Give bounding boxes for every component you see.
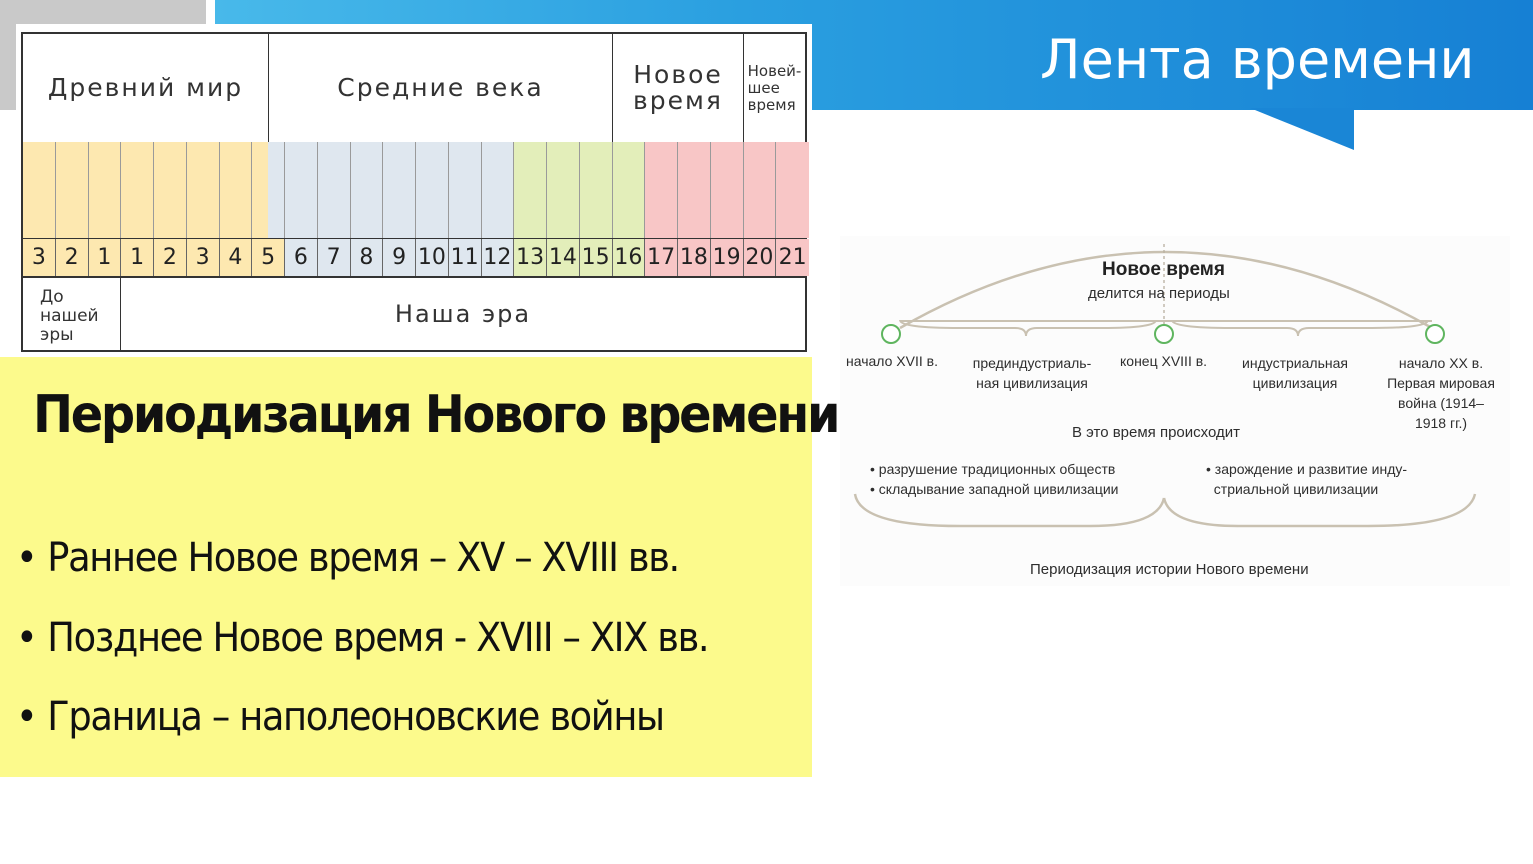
diagram-subtitle: делится на периоды — [1088, 285, 1230, 302]
bullet-dot: • — [16, 535, 37, 581]
timeline-panel — [16, 24, 812, 357]
century-number: 12 — [482, 239, 515, 276]
diagram-caption: Периодизация истории Нового времени — [1030, 561, 1309, 578]
century-number: 9 — [383, 239, 416, 276]
century-number: 5 — [252, 239, 285, 276]
century-stripe — [318, 142, 351, 238]
century-number: 11 — [449, 239, 482, 276]
gray-corner-block — [0, 0, 16, 110]
point-middle-label: конец XVIII в. — [1120, 353, 1208, 369]
century-number: 6 — [285, 239, 318, 276]
century-numbers — [23, 238, 805, 278]
century-number: 10 — [416, 239, 449, 276]
left-process-list: • разрушение традиционных обществ • складывание западной цивилизации — [870, 461, 1119, 497]
century-stripes — [23, 142, 805, 238]
point-end-label: начало XX в. Первая мировая война (1914– 1918 гг.) — [1387, 355, 1495, 431]
bullet-late-modern — [16, 615, 708, 661]
happens-label: В это время происходит — [1072, 424, 1240, 441]
period-preindustrial-label: прединдустриаль- ная цивилизация — [972, 355, 1092, 391]
century-stripe — [416, 142, 449, 238]
century-number: 4 — [220, 239, 253, 276]
century-number: 13 — [514, 239, 547, 276]
bullet-text: Раннее Новое время – XV – XVIII вв. — [47, 535, 679, 581]
century-number: 2 — [154, 239, 187, 276]
century-number: 21 — [776, 239, 809, 276]
century-stripe — [121, 142, 154, 238]
century-stripe — [154, 142, 187, 238]
century-stripe — [482, 142, 515, 238]
century-number: 3 — [187, 239, 220, 276]
century-number: 18 — [678, 239, 711, 276]
era-modern — [613, 34, 744, 142]
century-stripe — [383, 142, 416, 238]
point-middle — [1155, 325, 1173, 343]
century-number: 17 — [645, 239, 678, 276]
century-number: 7 — [318, 239, 351, 276]
century-stripe — [252, 142, 285, 238]
era-newest — [744, 34, 805, 142]
century-stripe — [56, 142, 89, 238]
before-era-label: До нашей эры — [23, 278, 121, 350]
bullet-early-modern — [16, 535, 679, 581]
bullet-dot: • — [16, 694, 37, 740]
century-stripe — [220, 142, 253, 238]
period-industrial-label: индустриальная цивилизация — [1242, 355, 1348, 391]
gray-top-block — [16, 0, 206, 24]
periodization-heading: Периодизация Нового времени — [33, 385, 839, 445]
century-number: 1 — [89, 239, 122, 276]
point-start — [882, 325, 900, 343]
point-end — [1426, 325, 1444, 343]
diagram-title: Новое время — [1102, 259, 1225, 280]
century-number: 3 — [23, 239, 56, 276]
era-ancient — [23, 34, 269, 142]
century-stripe — [285, 142, 318, 238]
century-stripe — [514, 142, 547, 238]
bullet-border — [16, 694, 664, 740]
our-era-label: Наша эра — [394, 300, 532, 328]
era-ancient-label: Древний мир — [47, 73, 244, 102]
century-number: 8 — [351, 239, 384, 276]
century-number: 2 — [56, 239, 89, 276]
point-start-label: начало XVII в. — [846, 353, 938, 369]
century-stripe — [580, 142, 613, 238]
brace-right — [1172, 320, 1428, 336]
century-stripe — [645, 142, 678, 238]
modern-era-diagram — [840, 236, 1510, 586]
century-stripe — [23, 142, 56, 238]
periodization-panel — [0, 357, 839, 777]
title-band-tab — [1250, 108, 1354, 150]
century-stripe — [744, 142, 777, 238]
era-modern-label: Новое время — [633, 60, 723, 115]
century-stripe — [678, 142, 711, 238]
era-medieval-label: Средние века — [337, 73, 544, 102]
bullet-text: Позднее Новое время - XVIII – XIX вв. — [47, 615, 709, 661]
century-number: 1 — [121, 239, 154, 276]
right-process-list: • зарождение и развитие инду- стриальной цивилизации — [1206, 461, 1408, 497]
century-stripe — [351, 142, 384, 238]
century-stripe — [187, 142, 220, 238]
bullet-dot: • — [16, 615, 37, 661]
century-stripe — [776, 142, 809, 238]
bullet-text: Граница – наполеоновские войны — [47, 694, 664, 740]
century-number: 16 — [613, 239, 646, 276]
timeline — [21, 32, 807, 352]
brace-left — [900, 320, 1156, 336]
era-newest-label: Новей- шее время — [747, 61, 802, 114]
century-stripe — [547, 142, 580, 238]
century-number: 20 — [744, 239, 777, 276]
century-number: 19 — [711, 239, 744, 276]
century-stripe — [613, 142, 646, 238]
century-stripe — [449, 142, 482, 238]
century-number: 14 — [547, 239, 580, 276]
century-stripe — [711, 142, 744, 238]
slide-title: Лента времени — [1040, 28, 1475, 91]
century-number: 15 — [580, 239, 613, 276]
century-stripe — [89, 142, 122, 238]
era-medieval — [269, 34, 613, 142]
